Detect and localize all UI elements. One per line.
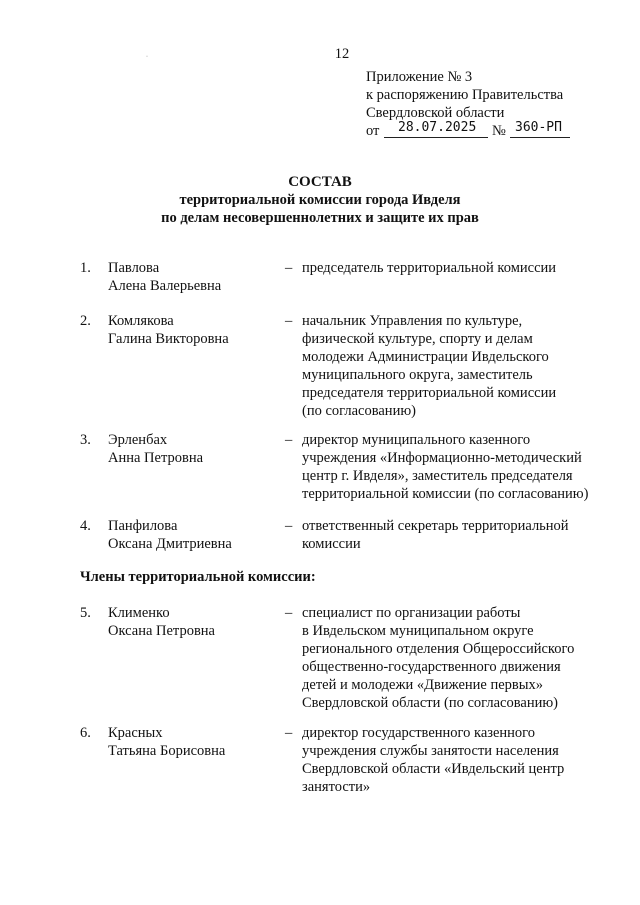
dash: – <box>285 725 293 741</box>
members-heading: Члены территориальной комиссии: <box>80 569 316 585</box>
date-number-line <box>366 122 626 140</box>
dash: – <box>285 605 293 621</box>
number-label: № <box>492 123 506 139</box>
given-names: Анна Петровна <box>108 450 204 466</box>
role-line: центр г. Ивделя», заместитель председателя <box>302 468 573 484</box>
given-names: Алена Валерьевна <box>108 278 222 294</box>
number-stamp: 360-РП <box>515 120 562 135</box>
dash: – <box>285 313 293 329</box>
item-number: 1. <box>80 260 91 276</box>
dash: – <box>285 260 293 276</box>
date-stamp: 28.07.2025 <box>398 120 477 135</box>
role-line: муниципального округа, заместитель <box>302 367 533 383</box>
member-name <box>108 259 288 295</box>
member-name <box>108 604 288 640</box>
role-line: комиссии <box>302 536 361 552</box>
role-line: председатель территориальной комиссии <box>302 260 557 276</box>
role-line: территориальной комиссии (по согласованию) <box>302 486 589 502</box>
surname: Комлякова <box>108 313 174 329</box>
role-line: физической культуре, спорту и делам <box>302 331 533 347</box>
member-role <box>302 431 602 503</box>
from-label: от <box>366 123 380 139</box>
number-underline <box>510 137 570 138</box>
item-number: 2. <box>80 313 91 329</box>
role-line: в Ивдельском муниципальном округе <box>302 623 534 639</box>
given-names: Галина Викторовна <box>108 331 229 347</box>
role-line: детей и молодежи «Движение первых» <box>302 677 543 693</box>
title-line-1: СОСТАВ <box>288 174 352 190</box>
given-names: Оксана Дмитриевна <box>108 536 232 552</box>
surname: Эрленбах <box>108 432 168 448</box>
title-line-2: территориальной комиссии города Ивделя <box>179 192 461 208</box>
appendix-line-3: Свердловской области <box>366 105 505 121</box>
role-line: учреждения службы занятости населения <box>302 743 559 759</box>
role-line: регионального отделения Общероссийского <box>302 641 575 657</box>
scan-speck: · <box>146 54 148 60</box>
given-names: Татьяна Борисовна <box>108 743 226 759</box>
title-line-3: по делам несовершеннолетних и защите их прав <box>161 210 479 226</box>
member-role <box>302 259 602 277</box>
member-name <box>108 312 288 348</box>
member-role <box>302 724 602 796</box>
surname: Павлова <box>108 260 160 276</box>
role-line: учреждения «Информационно-методический <box>302 450 582 466</box>
member-role <box>302 517 602 553</box>
item-number: 3. <box>80 432 91 448</box>
role-line: общественно-государственного движения <box>302 659 561 675</box>
page-number: 12 <box>334 46 350 62</box>
appendix-block <box>366 68 626 140</box>
surname: Панфилова <box>108 518 178 534</box>
role-line: Свердловской области (по согласованию) <box>302 695 559 711</box>
surname: Клименко <box>108 605 170 621</box>
role-line: Свердловской области «Ивдельский центр <box>302 761 565 777</box>
role-line: занятости» <box>302 779 371 795</box>
date-underline <box>384 137 488 138</box>
member-role <box>302 312 602 420</box>
surname: Красных <box>108 725 163 741</box>
appendix-line-2: к распоряжению Правительства <box>366 87 564 103</box>
role-line: молодежи Администрации Ивдельского <box>302 349 549 365</box>
given-names: Оксана Петровна <box>108 623 215 639</box>
role-line: председателя территориальной комиссии <box>302 385 557 401</box>
dash: – <box>285 432 293 448</box>
role-line: начальник Управления по культуре, <box>302 313 523 329</box>
item-number: 4. <box>80 518 91 534</box>
role-line: директор государственного казенного <box>302 725 536 741</box>
member-role <box>302 604 602 712</box>
role-line: (по согласованию) <box>302 403 416 419</box>
role-line: ответственный секретарь территориальной <box>302 518 569 534</box>
item-number: 6. <box>80 725 91 741</box>
role-line: специалист по организации работы <box>302 605 521 621</box>
dash: – <box>285 518 293 534</box>
member-name <box>108 431 288 467</box>
item-number: 5. <box>80 605 91 621</box>
role-line: директор муниципального казенного <box>302 432 531 448</box>
appendix-line-1: Приложение № 3 <box>366 69 473 85</box>
member-name <box>108 517 288 553</box>
member-name <box>108 724 288 760</box>
